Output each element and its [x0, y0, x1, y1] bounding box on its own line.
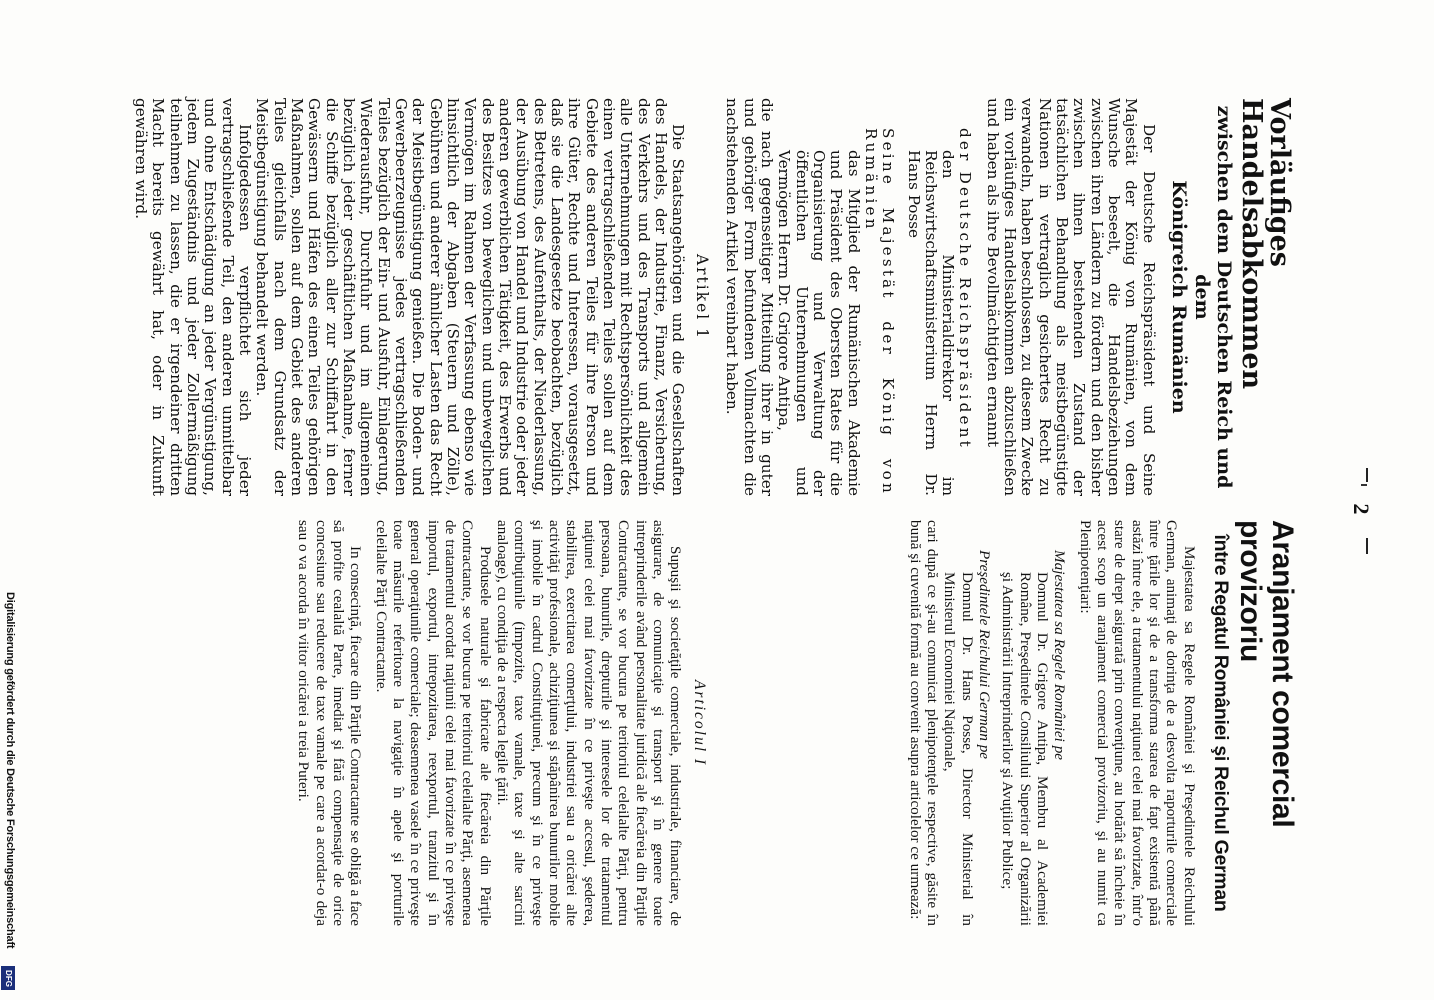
- romanian-article-paragraph-2: Produsele naturale şi fabricate ale fiecăreia din Părţile Contractante, se vor bucura pe teritoriul celeilalte Părţi, asemenea de tratamentul acordat naţiunii celei mai favorizate în ce priveşte importul, exportul, intrepozitarea, reexportul, tranzitul şi în general operaţiunile comerciale; deasemenea vasele în ce priveşte toate măsurile referitoare la navigaţie în apele şi porturile celeilalte Părţi Contractante.: [372, 520, 494, 926]
- romanian-party2-head: Preşedintele Reichului German pe: [975, 550, 993, 760]
- romanian-intro: Majestatea sa Regele României şi Preşedintele Reichului German, animaţi de dorinţa de a desvolta raporturile comerciale între ţările lor şi de a transforma starea de fapt existentă până astăzi între ele, a tratamentului naţiunei celei mai favorizate, într'o stare de drept asigurată prin convenţiune, au hotărât să încheie în acest scop un aranjament comercial provizoriu, şi au numit ca Plenipotenţiari:: [1076, 520, 1198, 926]
- page-number-dash-top: [1366, 468, 1368, 482]
- romanian-party1-body: Domnul Dr. Grigore Antipa, Membru al Academiei Române, Preşedintele Consiliului Superior al Organizării şi Administrării Intreprinderilor şi Avuţiilor Publice;: [999, 572, 1051, 926]
- german-intro: Der Deutsche Reichspräsident und Seine Majestät der König von Rumänien, von dem Wunsche beseelt, die Handelsbeziehungen zwischen ihren Ländern zu fördern und den bisher zwischen ihnen bestehenden Zustand der tatsächlichen Behandlung als meistbegünstigte Nationen in vertraglich gesichertes Recht zu verwandeln, haben beschlossen, zu diesem Zwecke ein vorläufiges Handelsabkommen abzuschließen und haben als ihre Bevollmächtigten ernannt: [983, 98, 1158, 496]
- romanian-subtitle: între Regatul României şi Reichul German: [1210, 534, 1232, 912]
- german-party2-body: das Mitglied der Rumänischen Akademie und Präsident des Obersten Rates für die Organisierung und Verwaltung der öffentlichen Unternehmungen und Vermögen Herrn Dr. Grigore Antipa,: [775, 150, 863, 496]
- german-article-heading: Artikel 1: [693, 253, 711, 341]
- romanian-article-section: [0, 518, 722, 928]
- german-subtitle-2: Königreich Rumänien: [1167, 180, 1190, 414]
- romanian-party1-head: Majestatea sa Regele României pe: [1051, 550, 1069, 761]
- dfg-logo: DFG: [1, 966, 15, 990]
- page-number-tick: [1361, 484, 1367, 486]
- digitization-credit: Digitalisierung gefördert durch die Deutsche Forschungsgemeinschaft: [4, 592, 16, 949]
- german-article-paragraph-2: Infolgedessen verpflichtet sich jeder vertragschließende Teil, den anderen unmittelbar und ohne Entschädigung an jeder Vergünstigung, jedem Zugeständnis und jeder Zollermäßigung teilnehmen zu lassen, die er irgendeiner dritten Macht bereits gewährt hat, oder in Zukunft gewähren wird.: [132, 98, 255, 496]
- german-subtitle-1: zwischen dem Deutschen Reich und dem: [1191, 105, 1236, 489]
- german-closing: die nach gegenseitiger Mitteilung ihrer in guter und gehöriger Form befundenen Vollmachten die nachstehenden Artikel vereinbart haben.: [723, 98, 776, 496]
- romanian-title: Aranjament comercial provizoriu: [1234, 520, 1299, 828]
- german-party2-head: Seine Majestät der König von Rumänien: [861, 128, 898, 496]
- page-number: 2: [1349, 503, 1374, 515]
- romanian-article-heading: Articolul I: [691, 679, 708, 767]
- german-article-paragraph-1: Die Staatsangehörigen und die Gesellschaften des Handels, der Industrie, Finanz, Versicherung, des Verkehrs und des Transports und allgemein alle Unternehmungen mit Rechtspersönlichkeit des einen vertragschließenden Teiles sollen auf dem Gebiete des anderen Teiles für ihre Person und ihre Güter, Rechte und Interessen, vorausgesetzt, daß sie die Landesgesetze beobachten, bezüglich des Betretens, des Aufenthalts, der Niederlassung, der Ausübung von Handel und Industrie oder jeder anderen gewerblichen Tätigkeit, des Erwerbs und des Besitzes von beweglichen und unbeweglichen Vermögen im Rahmen der Verfassung ebenso wie hinsichtlich der Abgaben (Steuern und Zölle), Gebühren und anderer ähnlicher Lasten das Recht der Meistbegünstigung genießen. Die Boden- und Gewerbeerzeugnisse jedes vertragschließenden Teiles bezüglich der Ein- und Ausfuhr, Einlagerung, Wiederausfuhr, Durchfuhr und im allgemeinen bezüglich jeder geschäftlichen Maßnahme, ferner die Schiffe bezüglich aller zur Schiffahrt in den Gewässern und Häfen des einen Teiles gehörigen Maßnahmen, sollen auf dem Gebiet des anderen Teiles gleichfalls nach dem Grundsatz der Meistbegünstigung behandelt werden.: [253, 98, 688, 496]
- romanian-article-paragraph-1: Supuşii şi societăţile comerciale, industriale, financiare, de asigurare, de comunicaţie şi transport şi în genere toate intreprinderile având personalitate juridică ale fiecăreia din Părţile Contractante, se vor bucura pe teritoriul celeilalte Părţi, pentru persoana, bunurile, drepturile şi interesele lor de tratamentul naţiunei celei mai favorizate în ce priveşte accesul, şederea, stabilirea, exercitarea comerţului, industriei sau a oricărei alte activităţi profesionale, achiziţiunea şi stăpânirea bunurilor mobile şi imobile în cadrul Constituţiunei, precum şi în ce priveşte contribuţiunile (impozite, taxe vamale, taxe şi alte sarcini analoage), cu condiţia de a respecta legile ţării.: [494, 520, 685, 926]
- romanian-party2-body: Domnul Dr. Hans Posse, Director Ministerial în Ministerul Economiei Naţionale,: [941, 572, 976, 926]
- romanian-closing: cari după ce şi-au comunicat plenipotenţele respective, găsite în bună şi cuvenită formă au convenit asupra articolelor ce urmează:: [906, 520, 941, 926]
- romanian-article-paragraph-3: In consecinţă, fiecare din Părţile Contractante se obligă a face să profite cealaltă Parte, imediat şi fără compensaţie de orice concesiune sau reducere de taxe vamale pe care a acordat-o deja sau o va acorda în viitor oricărei a treia Puteri.: [295, 520, 365, 926]
- page-number-dash-bottom: [1366, 538, 1368, 554]
- german-title: Vorläufiges Handelsabkommen: [1235, 98, 1295, 390]
- german-article-section: [0, 96, 724, 498]
- german-party1-head: der Deutsche Reichspräsident: [956, 128, 975, 450]
- german-party1-body: den Ministerialdirektor im Reichswirtschaftsministerium Herrn Dr. Hans Posse: [904, 150, 958, 496]
